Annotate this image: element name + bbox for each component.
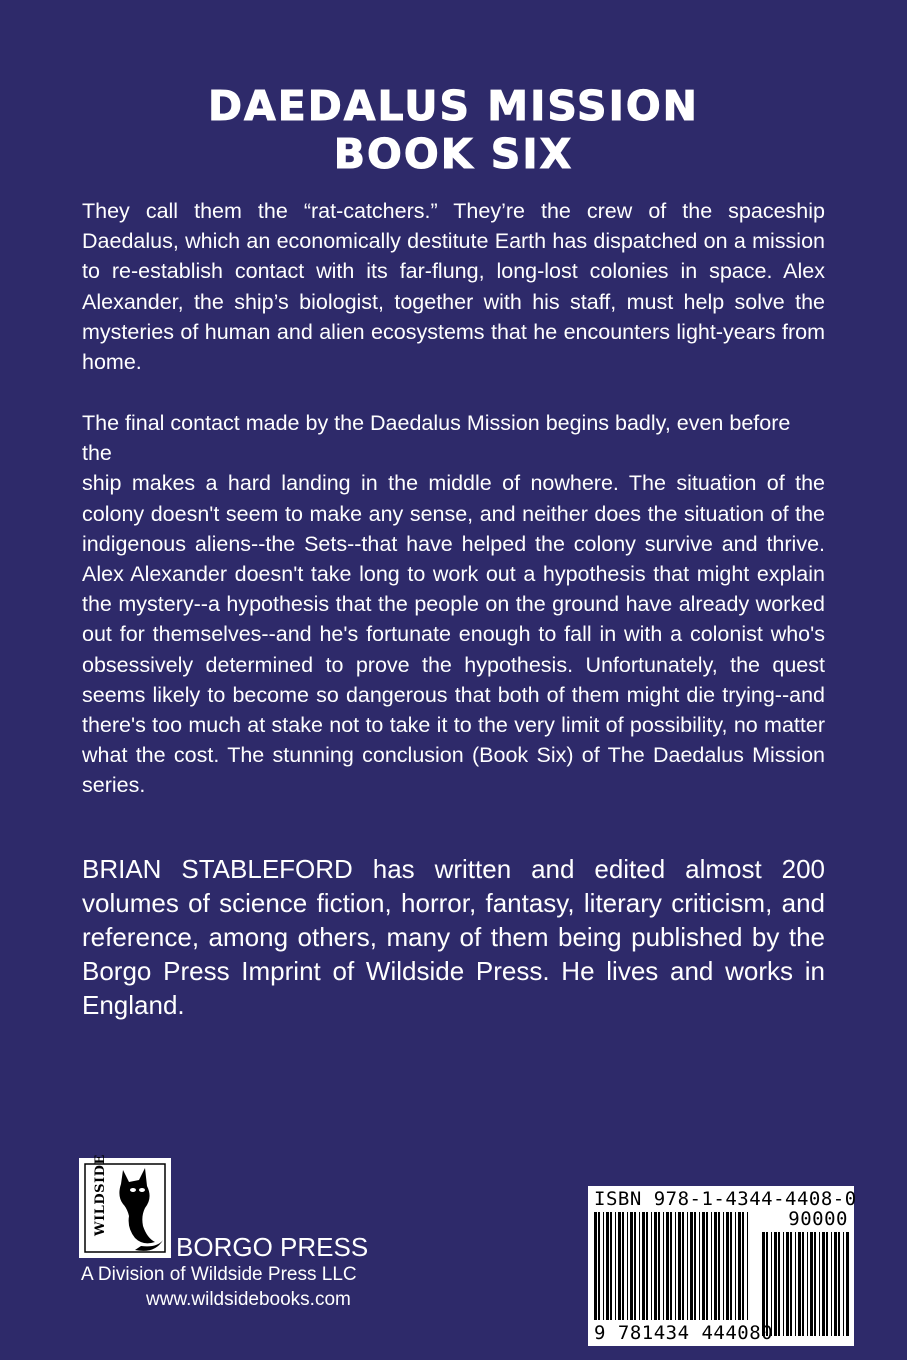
blurb-paragraph-2 [82, 408, 825, 801]
barcode-bar [678, 1212, 681, 1320]
barcode-bar [670, 1212, 672, 1320]
barcode-bar [838, 1232, 840, 1336]
barcode-bar [603, 1212, 604, 1320]
barcode-bar [610, 1212, 612, 1320]
barcode-bar [795, 1232, 796, 1336]
logo-text: WILDSIDE [93, 1154, 108, 1236]
barcode-bar [831, 1232, 832, 1336]
barcode-bar [718, 1212, 720, 1320]
barcode-bar [742, 1212, 744, 1320]
price-code: 90000 [788, 1208, 848, 1230]
barcode-bar [630, 1212, 633, 1320]
barcode-bar [615, 1212, 616, 1320]
barcode-bar [778, 1232, 780, 1336]
barcode-bar [618, 1212, 621, 1320]
barcode-bar [651, 1212, 652, 1320]
cover-title [0, 82, 907, 178]
isbn-barcode [588, 1186, 857, 1346]
publisher-name: BORGO PRESS [176, 1232, 369, 1262]
barcode-bar [658, 1212, 660, 1320]
barcode-bar [826, 1232, 828, 1336]
barcode-bar [774, 1232, 777, 1336]
barcode-bar [843, 1232, 844, 1336]
barcode-bar [726, 1212, 729, 1320]
barcode-bar [814, 1232, 816, 1336]
barcode-bar [675, 1212, 676, 1320]
barcode-bar [738, 1212, 741, 1320]
barcode-bar [790, 1232, 792, 1336]
barcode-bar [834, 1232, 837, 1336]
barcode-bar [687, 1212, 688, 1320]
barcode-bar [735, 1212, 736, 1320]
barcode-bar [622, 1212, 624, 1320]
barcode-bar [766, 1232, 768, 1336]
barcode-bar [802, 1232, 804, 1336]
barcode-bar [810, 1232, 813, 1336]
barcode-bar [594, 1212, 597, 1320]
barcode-bar [762, 1232, 765, 1336]
barcode-bar [646, 1212, 648, 1320]
barcode-bar [786, 1232, 789, 1336]
barcode-bar [702, 1212, 705, 1320]
blurb-text-1: They call them the “rat-catchers.” They’re the crew of the spaceship Daedalus, which an economically destitute Earth has dispatched on a mission to re-establish contact with its far-flung, long-lost colonies in space. Alex Alexander, the ship’s biologist, together with his staff, must help solve the mysteries of human and alien ecosystems that he encounters light-years from home. [82, 199, 825, 375]
barcode-bar [690, 1212, 693, 1320]
barcode-bar [663, 1212, 664, 1320]
publisher-website[interactable]: www.wildsidebooks.com [146, 1289, 351, 1310]
title-line-1: DAEDALUS MISSION [208, 82, 699, 130]
blurb-text-2-rest: ship makes a hard landing in the middle of nowhere. The situation of the colony doesn't seem to make any sense, and neither does the situation of the indigenous aliens--the Sets--that have helped the colony survive and thrive. Alex Alexander doesn't take long to work out a hypothesis that might explain the mystery--a hypothesis that the people on the ground have already worked out for themselves--and he's fortunate enough to fall in with a colonist who's obsessively determined to prove the hypothesis. Unfortunately, the quest seems likely to become so dangerous that both of them might die trying--and there's too much at stake not to take it to the very limit of possibility, no matter what the cost. The stunning conclusion (Book Six) of The Daedalus Mission series. [82, 471, 825, 798]
barcode-bar [714, 1212, 717, 1320]
barcode-bar [723, 1212, 724, 1320]
barcode-bar [699, 1212, 700, 1320]
wildside-cat-logo-icon [79, 1154, 171, 1258]
blurb-text-2-first-line: The final contact made by the Daedalus Mission begins badly, even before the [82, 411, 791, 466]
title-line-2: BOOK SIX [333, 130, 574, 178]
publisher-division: A Division of Wildside Press LLC [81, 1264, 357, 1285]
isbn-label: ISBN 978-1-4344-4408-0 [594, 1188, 857, 1210]
barcode-bar [807, 1232, 808, 1336]
barcode-bar [598, 1212, 600, 1320]
barcode-bar [819, 1232, 820, 1336]
barcode-bar [634, 1212, 636, 1320]
barcode-bar [694, 1212, 696, 1320]
barcode-bar [706, 1212, 708, 1320]
barcode-bar [730, 1212, 732, 1320]
barcode-bar [627, 1212, 628, 1320]
barcode-bar [783, 1232, 784, 1336]
barcode-bar [711, 1212, 712, 1320]
barcode-bar [682, 1212, 684, 1320]
barcode-bar [822, 1232, 825, 1336]
barcode-bar [606, 1212, 609, 1320]
barcode-bar [771, 1232, 772, 1336]
barcode-bar [654, 1212, 657, 1320]
barcode-bar [798, 1232, 801, 1336]
barcode-bar [666, 1212, 669, 1320]
barcode-bar [639, 1212, 640, 1320]
author-bio: BRIAN STABLEFORD has written and edited almost 200 volumes of science fiction, horror, fantasy, literary criticism, and reference, among others, many of them being published by the Borgo Press Imprint of Wildside Press. He lives and works in England. [82, 854, 825, 1020]
barcode-bar [747, 1212, 748, 1320]
blurb-paragraph-1 [82, 196, 825, 377]
barcode-bar [846, 1232, 849, 1336]
barcode-bar [642, 1212, 645, 1320]
ean-digits: 9 781434 444080 [594, 1322, 774, 1344]
